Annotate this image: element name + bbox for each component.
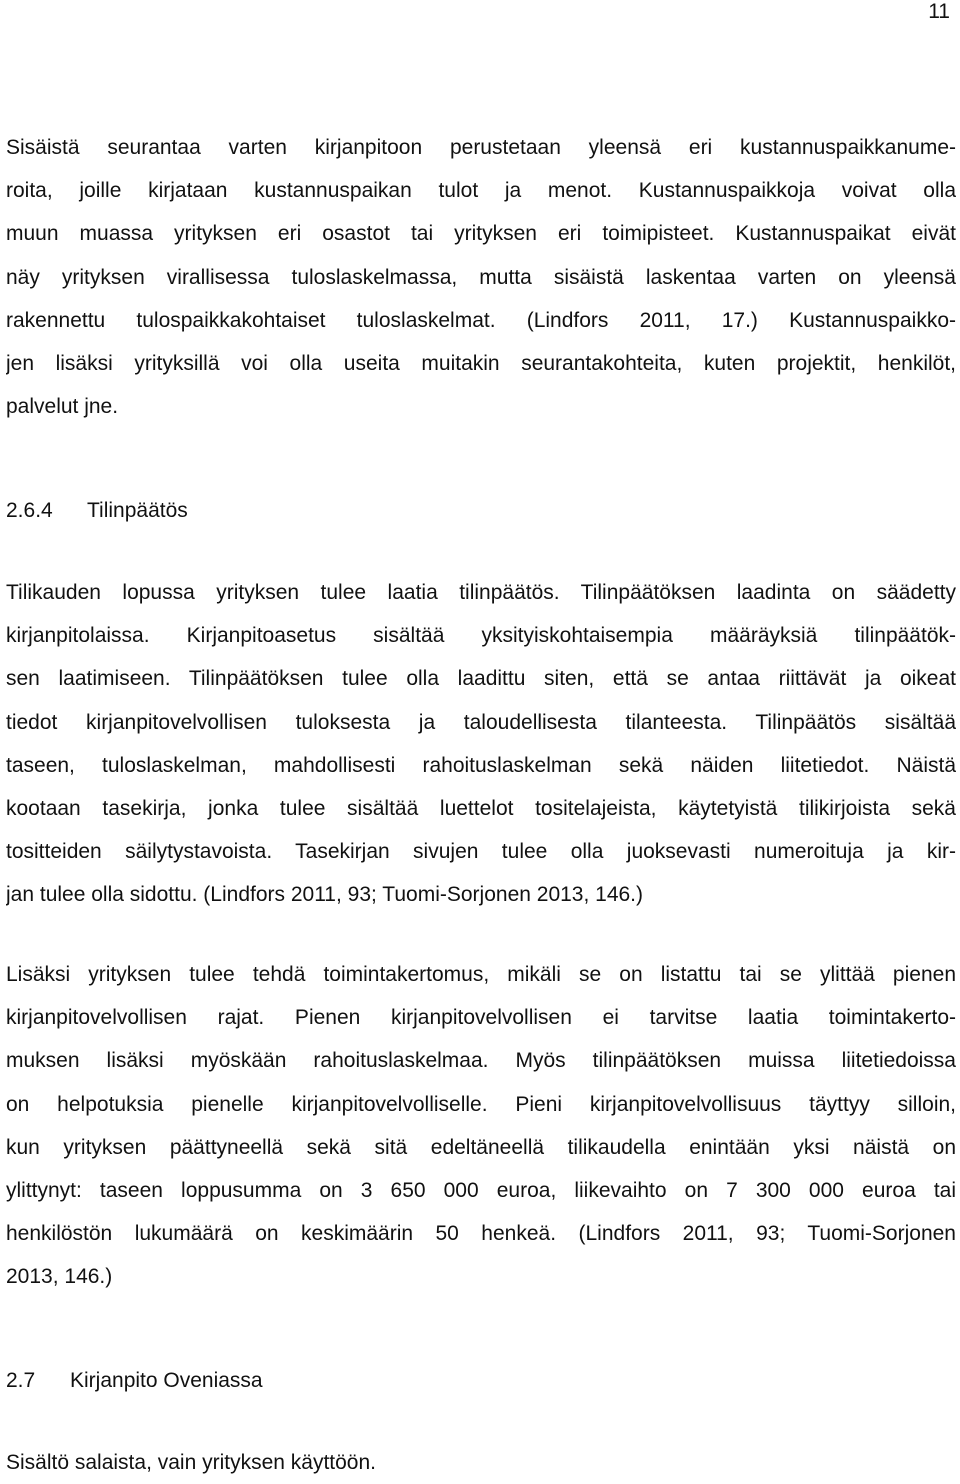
text-line: palvelut jne. bbox=[6, 395, 119, 419]
text-line: jen lisäksi yrityksillä voi olla useita muitakin seurantakohteita, kuten projektit, henkilöt, bbox=[6, 352, 956, 376]
text-line: tositteiden säilytystavoista. Tasekirjan sivujen tulee olla juoksevasti numeroituja ja kir- bbox=[6, 840, 956, 864]
text-line: henkilöstön lukumäärä on keskimäärin 50 henkeä. (Lindfors 2011, 93; Tuomi-Sorjonen bbox=[6, 1222, 956, 1246]
text-line: on helpotuksia pienelle kirjanpitovelvolliselle. Pieni kirjanpitovelvollisuus täyttyy silloin, bbox=[6, 1092, 956, 1116]
section-heading-2-7 bbox=[6, 1359, 263, 1402]
text-line: jan tulee olla sidottu. (Lindfors 2011, 93; Tuomi-Sorjonen 2013, 146.) bbox=[6, 883, 644, 907]
paragraph-confidential bbox=[6, 1441, 956, 1484]
section-heading-2-6-4 bbox=[6, 489, 188, 532]
text-line: Sisäistä seurantaa varten kirjanpitoon perustetaan yleensä eri kustannuspaikkanume- bbox=[6, 136, 956, 159]
text-line: kootaan tasekirja, jonka tulee sisältää luettelot tositelajeista, käytetyistä tilikirjoista sekä bbox=[6, 797, 956, 821]
text-line: 2013, 146.) bbox=[6, 1265, 113, 1289]
section-title: Tilinpäätös bbox=[87, 499, 188, 522]
text-line: muun muassa yrityksen eri osastot tai yrityksen eri toimipisteet. Kustannuspaikat eivät bbox=[6, 222, 956, 246]
page-number: 11 bbox=[928, 0, 950, 23]
text-line: kun yrityksen päättyneellä sekä sitä edeltäneellä tilikaudella enintään yksi näistä on bbox=[6, 1135, 956, 1159]
text-line: muksen lisäksi myöskään rahoituslaskelmaa. Myös tilinpäätöksen muissa liitetiedoissa bbox=[6, 1049, 956, 1073]
text-line: kirjanpitovelvollisen rajat. Pienen kirjanpitovelvollisen ei tarvitse laatia toimintakerto- bbox=[6, 1006, 956, 1030]
text-line: ylittynyt: taseen loppusumma on 3 650 000 euroa, liikevaihto on 7 300 000 euroa tai bbox=[6, 1179, 956, 1203]
paragraph-cost-centers bbox=[6, 126, 956, 428]
text-line: tiedot kirjanpitovelvollisen tuloksesta ja taloudellisesta tilanteesta. Tilinpäätös sisältää bbox=[6, 710, 956, 734]
text-line: rakennettu tulospaikkakohtaiset tuloslaskelmat. (Lindfors 2011, 17.) Kustannuspaikko- bbox=[6, 308, 956, 332]
text-line: taseen, tuloslaskelman, mahdollisesti rahoituslaskelman sekä näiden liitetiedot. Näistä bbox=[6, 753, 956, 777]
text-line: roita, joille kirjataan kustannuspaikan tulot ja menot. Kustannuspaikkoja voivat olla bbox=[6, 179, 956, 203]
text-line: Tilikauden lopussa yrityksen tulee laatia tilinpäätös. Tilinpäätöksen laadinta on säädetty bbox=[6, 581, 956, 604]
text-line: Sisältö salaista, vain yrityksen käyttöön. bbox=[6, 1451, 377, 1474]
text-line: näy yrityksen virallisessa tuloslaskelmassa, mutta sisäistä laskentaa varten on yleensä bbox=[6, 265, 956, 289]
section-number: 2.6.4 bbox=[6, 499, 53, 522]
text-line: kirjanpitolaissa. Kirjanpitoasetus sisältää yksityiskohtaisempia määräyksiä tilinpäätök- bbox=[6, 624, 956, 648]
paragraph-annual-report bbox=[6, 953, 956, 1299]
text-line: sen laatimiseen. Tilinpäätöksen tulee olla laadittu siten, että se antaa riittävät ja oikeat bbox=[6, 667, 956, 691]
section-title: Kirjanpito Oveniassa bbox=[70, 1369, 263, 1392]
section-number: 2.7 bbox=[6, 1369, 36, 1392]
text-line: Lisäksi yrityksen tulee tehdä toimintakertomus, mikäli se on listattu tai se ylittää pienen bbox=[6, 963, 956, 986]
paragraph-financial-statements bbox=[6, 571, 956, 917]
